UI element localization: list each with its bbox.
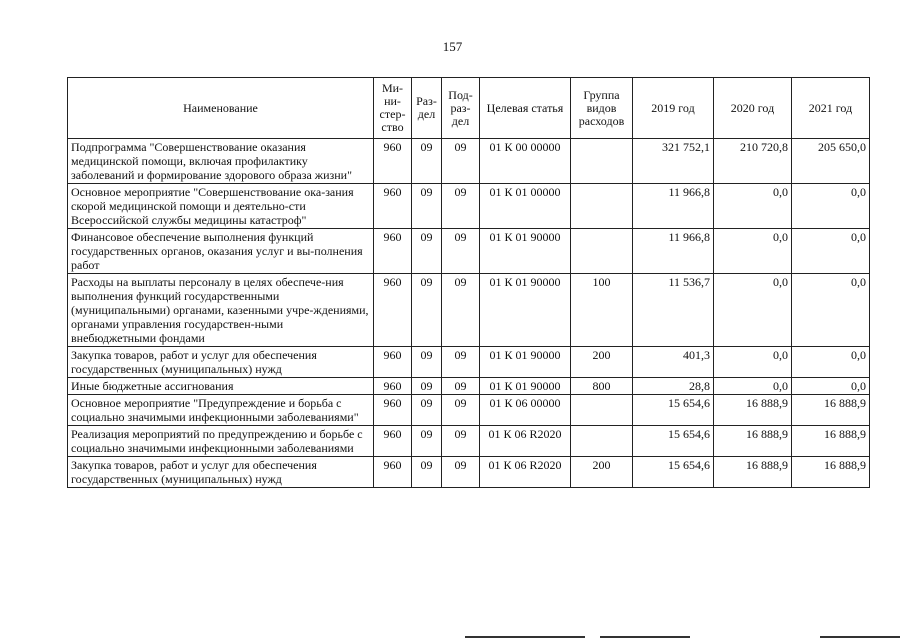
row-ministry: 960: [374, 426, 412, 457]
row-name: Закупка товаров, работ и услуг для обеспечения государственных (муниципальных) нужд: [68, 457, 374, 488]
row-section: 09: [412, 184, 442, 229]
row-target: 01 К 06 00000: [480, 395, 571, 426]
row-target: 01 К 06 R2020: [480, 457, 571, 488]
row-ministry: 960: [374, 229, 412, 274]
row-2020: 16 888,9: [714, 426, 792, 457]
row-2019: 28,8: [633, 378, 714, 395]
row-subsection: 09: [442, 139, 480, 184]
row-ministry: 960: [374, 274, 412, 347]
row-group: 200: [571, 457, 633, 488]
row-name: Иные бюджетные ассигнования: [68, 378, 374, 395]
row-subsection: 09: [442, 457, 480, 488]
row-section: 09: [412, 378, 442, 395]
row-ministry: 960: [374, 457, 412, 488]
row-2020: 210 720,8: [714, 139, 792, 184]
row-group: [571, 184, 633, 229]
row-name: Реализация мероприятий по предупреждению и борьбе с социально значимыми инфекционными заболеваниями: [68, 426, 374, 457]
row-ministry: 960: [374, 139, 412, 184]
table-row: [68, 426, 870, 457]
row-section: 09: [412, 426, 442, 457]
header-expense-group: Группа видов расходов: [571, 78, 633, 139]
table-header: [68, 78, 870, 139]
row-ministry: 960: [374, 378, 412, 395]
row-name: Подпрограмма "Совершенствование оказания медицинской помощи, включая профилактику заболеваний и формирование здорового образа жизни": [68, 139, 374, 184]
row-group: 200: [571, 347, 633, 378]
row-ministry: 960: [374, 347, 412, 378]
row-group: [571, 229, 633, 274]
row-group: [571, 139, 633, 184]
row-name: Основное мероприятие "Совершенствование ока-зания скорой медицинской помощи и деятельно-сти Всероссийской службы медицины катастроф": [68, 184, 374, 229]
table-row: [68, 457, 870, 488]
header-2020: 2020 год: [714, 78, 792, 139]
row-2020: 0,0: [714, 378, 792, 395]
table-row: [68, 347, 870, 378]
row-ministry: 960: [374, 184, 412, 229]
row-subsection: 09: [442, 426, 480, 457]
row-2021: 0,0: [792, 378, 870, 395]
row-subsection: 09: [442, 184, 480, 229]
row-2020: 16 888,9: [714, 457, 792, 488]
row-section: 09: [412, 229, 442, 274]
row-section: 09: [412, 274, 442, 347]
row-2021: 16 888,9: [792, 426, 870, 457]
row-subsection: 09: [442, 378, 480, 395]
table-row: [68, 229, 870, 274]
header-target-article: Целевая статья: [480, 78, 571, 139]
row-name: Закупка товаров, работ и услуг для обеспечения государственных (муниципальных) нужд: [68, 347, 374, 378]
table-row: [68, 139, 870, 184]
row-2019: 11 536,7: [633, 274, 714, 347]
scan-artifact: [600, 636, 690, 638]
row-2021: 205 650,0: [792, 139, 870, 184]
row-2019: 321 752,1: [633, 139, 714, 184]
row-2021: 16 888,9: [792, 395, 870, 426]
row-group: 100: [571, 274, 633, 347]
header-row: [68, 78, 870, 139]
table-row: [68, 378, 870, 395]
row-section: 09: [412, 395, 442, 426]
row-target: 01 К 01 00000: [480, 184, 571, 229]
row-2019: 401,3: [633, 347, 714, 378]
header-2021: 2021 год: [792, 78, 870, 139]
row-target: 01 К 01 90000: [480, 347, 571, 378]
row-target: 01 К 01 90000: [480, 229, 571, 274]
row-2019: 15 654,6: [633, 457, 714, 488]
row-target: 01 К 00 00000: [480, 139, 571, 184]
row-2021: 0,0: [792, 229, 870, 274]
row-2019: 11 966,8: [633, 184, 714, 229]
row-subsection: 09: [442, 395, 480, 426]
row-2021: 0,0: [792, 274, 870, 347]
row-2020: 16 888,9: [714, 395, 792, 426]
row-subsection: 09: [442, 347, 480, 378]
header-2019: 2019 год: [633, 78, 714, 139]
row-2019: 15 654,6: [633, 426, 714, 457]
row-ministry: 960: [374, 395, 412, 426]
row-subsection: 09: [442, 229, 480, 274]
scan-artifact: [820, 636, 900, 638]
row-2020: 0,0: [714, 274, 792, 347]
header-subsection: Под-раз-дел: [442, 78, 480, 139]
row-subsection: 09: [442, 274, 480, 347]
header-name: Наименование: [68, 78, 374, 139]
row-target: 01 К 01 90000: [480, 274, 571, 347]
row-section: 09: [412, 457, 442, 488]
table-row: [68, 395, 870, 426]
row-section: 09: [412, 347, 442, 378]
row-2019: 15 654,6: [633, 395, 714, 426]
row-name: Расходы на выплаты персоналу в целях обеспече-ния выполнения функций государственными (муниципальными) органами, казенными учре-ждениями, органами управления государствен-ными внебюджетными фондами: [68, 274, 374, 347]
row-group: 800: [571, 378, 633, 395]
row-group: [571, 426, 633, 457]
row-2021: 0,0: [792, 184, 870, 229]
row-name: Финансовое обеспечение выполнения функций государственных органов, оказания услуг и вы-полнения работ: [68, 229, 374, 274]
row-group: [571, 395, 633, 426]
budget-table: [67, 77, 870, 488]
row-2019: 11 966,8: [633, 229, 714, 274]
row-name: Основное мероприятие "Предупреждение и борьба с социально значимыми инфекционными заболеваниями": [68, 395, 374, 426]
row-2021: 16 888,9: [792, 457, 870, 488]
table-row: [68, 274, 870, 347]
header-section: Раз-дел: [412, 78, 442, 139]
scan-artifact: [465, 636, 585, 638]
row-target: 01 К 06 R2020: [480, 426, 571, 457]
row-2021: 0,0: [792, 347, 870, 378]
row-2020: 0,0: [714, 229, 792, 274]
table-row: [68, 184, 870, 229]
row-section: 09: [412, 139, 442, 184]
page-number: 157: [442, 39, 463, 54]
row-target: 01 К 01 90000: [480, 378, 571, 395]
row-2020: 0,0: [714, 184, 792, 229]
table-body: [68, 139, 870, 488]
header-ministry: Ми-ни-стер-ство: [374, 78, 412, 139]
row-2020: 0,0: [714, 347, 792, 378]
